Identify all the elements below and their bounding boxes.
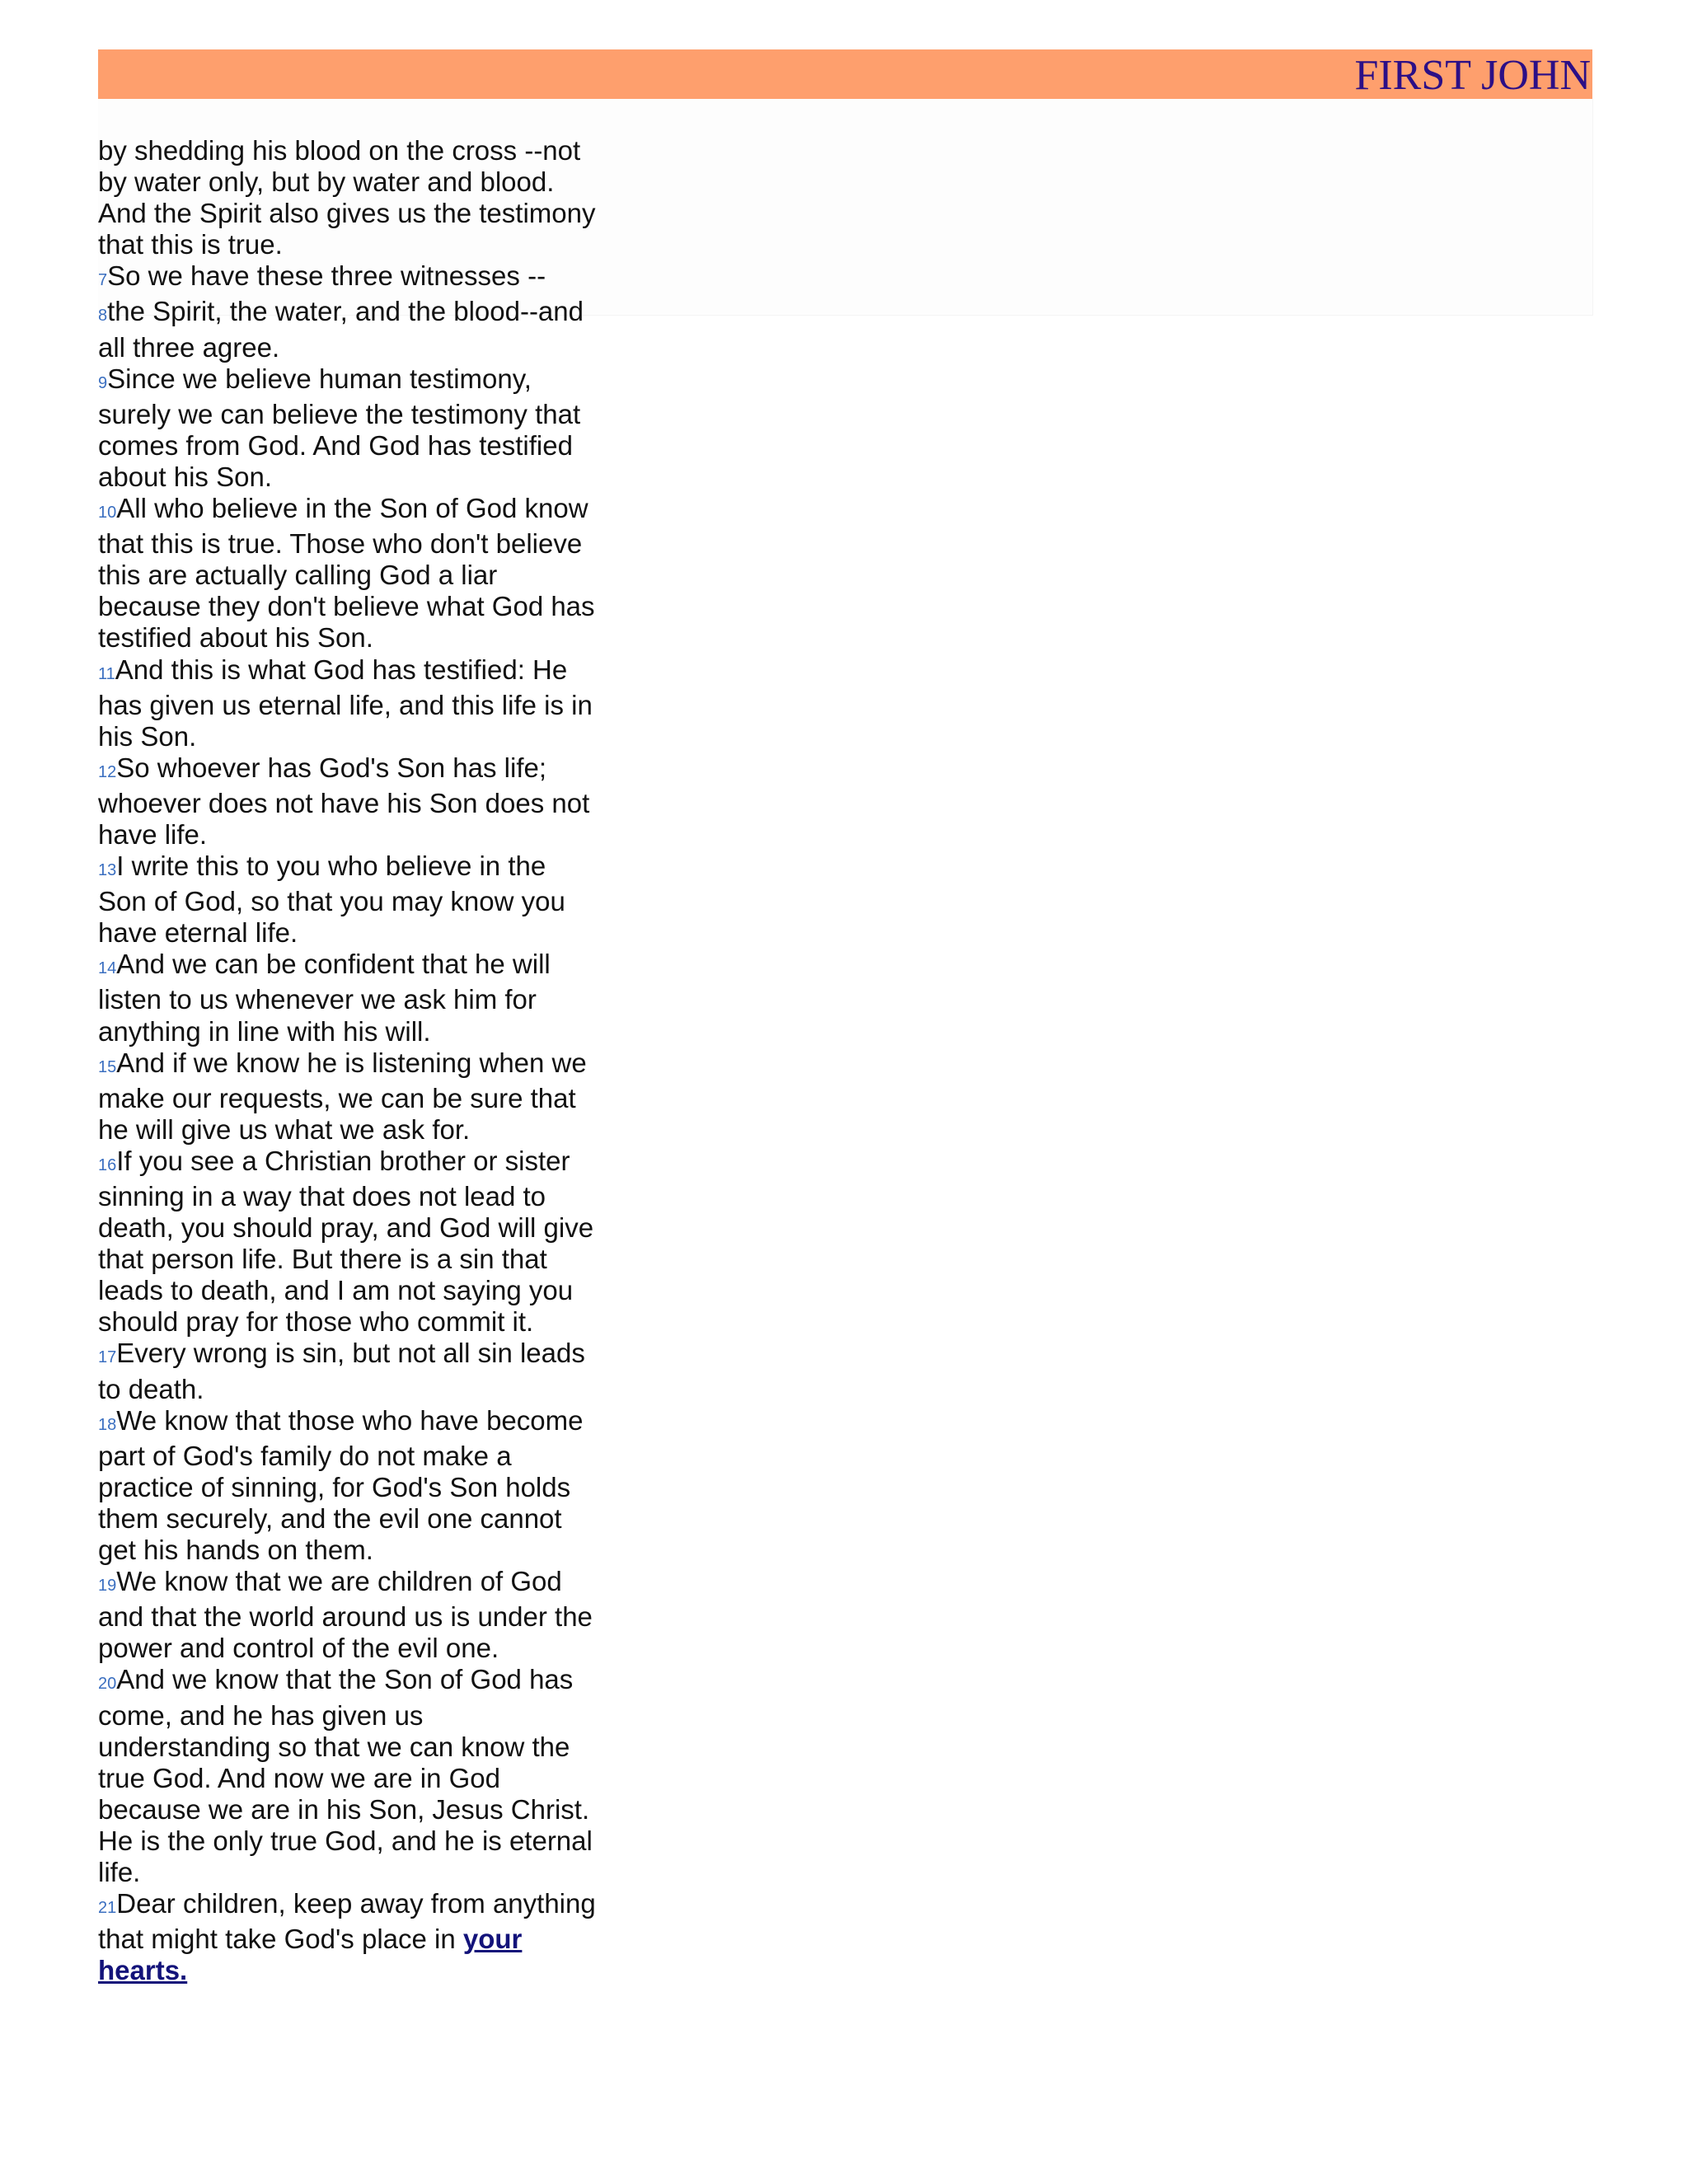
verse-14	[98, 949, 601, 1047]
verse-number: 16	[98, 1155, 117, 1174]
verse-text: We know that we are children of God and that the world around us is under the power and control of the evil one.	[98, 1566, 593, 1664]
verse-number: 20	[98, 1675, 117, 1694]
verse-17	[98, 1338, 601, 1404]
verse-text: If you see a Christian brother or sister sinning in a way that does not lead to death, you should pray, and God will give that person life. But there is a sin that leads to death, and I am not saying you should pray for those who commit it.	[98, 1145, 594, 1338]
your-hearts-link[interactable]: your hearts.	[98, 1924, 523, 1986]
verse-text: And if we know he is listening when we make our requests, we can be sure that he will give us what we ask for.	[98, 1047, 587, 1145]
header-bar	[98, 49, 1592, 99]
verse-9	[98, 363, 601, 493]
verse-number: 19	[98, 1577, 117, 1596]
verse-text: We know that those who have become part of God's family do not make a practice of sinning, for God's Son holds them securely, and the evil one cannot get his hands on them.	[98, 1404, 584, 1566]
verse-number: 13	[98, 861, 117, 880]
verse-number: 11	[98, 664, 115, 683]
verse-text: And we can be confident that he will listen to us whenever we ask him for anything in line with his will.	[98, 949, 551, 1047]
verse-text: And this is what God has testified: He has given us eternal life, and this life is in his Son.	[98, 654, 593, 752]
verse-number: 9	[98, 373, 108, 392]
verse-number: 17	[98, 1348, 117, 1367]
verse-16	[98, 1146, 601, 1338]
verse-20	[98, 1664, 601, 1888]
verse-7	[98, 260, 601, 296]
verse-number: 12	[98, 762, 117, 781]
verse-text: the Spirit, the water, and the blood--and all three agree.	[98, 296, 584, 363]
verse-text: So we have these three witnesses --	[107, 260, 546, 292]
verse-21	[98, 1888, 601, 1986]
verse-number: 15	[98, 1057, 117, 1076]
verse-8	[98, 296, 601, 363]
page-title: FIRST JOHN	[1354, 52, 1591, 99]
verse-text: Since we believe human testimony, surely we can believe the testimony that comes from God. And God has testified about his Son.	[98, 363, 581, 492]
verse-text: I write this to you who believe in the Son of God, so that you may know you have eternal life.	[98, 851, 565, 949]
verse-13	[98, 851, 601, 949]
verse-15	[98, 1047, 601, 1146]
verse-text: So whoever has God's Son has life; whoever does not have his Son does not have life.	[98, 752, 590, 850]
verse-number: 10	[98, 504, 117, 523]
verse-text: Dear children, keep away from anything that might take God's place in	[98, 1888, 596, 1955]
verse-19	[98, 1566, 601, 1664]
verse-number: 14	[98, 959, 117, 978]
intro-text: by shedding his blood on the cross --not by water only, but by water and blood. And the Spirit also gives us the testimony that this is true.	[98, 135, 596, 260]
verse-number: 8	[98, 307, 108, 326]
verse-text: And we know that the Son of God has come, and he has given us understanding so that we can know the true God. And now we are in God because we are in his Son, Jesus Christ. He is the only true God, and he is eternal life.	[98, 1664, 593, 1887]
verse-12	[98, 752, 601, 851]
verse-number: 21	[98, 1899, 117, 1918]
verse-18	[98, 1405, 601, 1566]
verse-10	[98, 493, 601, 654]
verse-11	[98, 654, 601, 752]
verse-number: 7	[98, 271, 108, 290]
verse-number: 18	[98, 1415, 117, 1434]
verse-text: All who believe in the Son of God know that this is true. Those who don't believe this are actually calling God a liar because they don't believe what God has testified about his Son.	[98, 493, 595, 654]
scripture-text-column	[98, 135, 601, 1986]
verse-text: Every wrong is sin, but not all sin leads to death.	[98, 1338, 585, 1404]
